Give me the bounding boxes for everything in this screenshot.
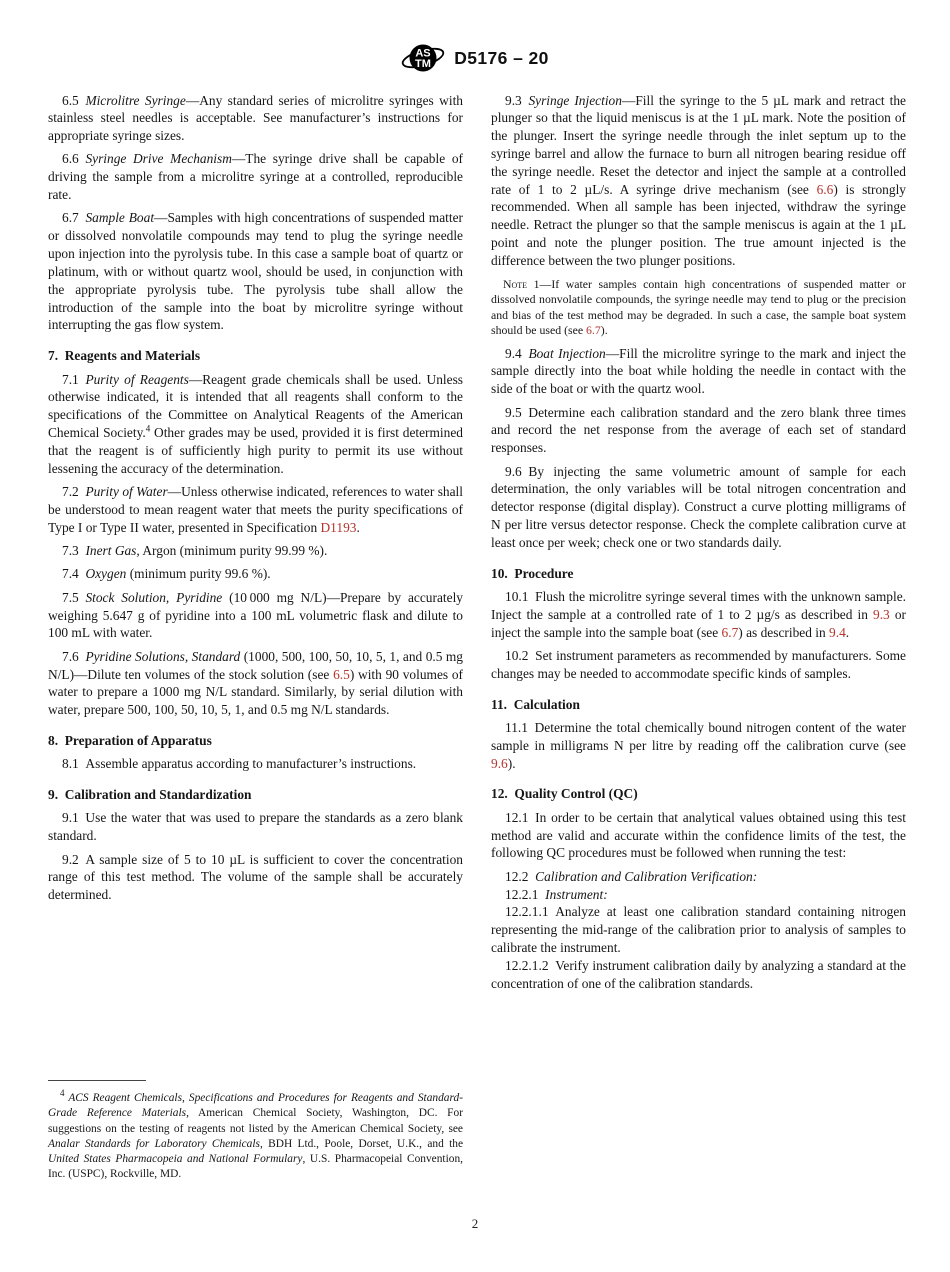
cross-reference-link[interactable]: 9.3: [873, 606, 890, 622]
text-segment: 7.3: [62, 543, 86, 559]
para-12-2-1-2: [491, 957, 906, 993]
standard-designation: D5176 – 20: [454, 47, 549, 68]
text-segment: Purity of Water: [85, 484, 168, 500]
para-12-2: [491, 868, 906, 886]
text-segment: 7.4: [62, 566, 86, 582]
text-segment: Pyridine Solutions, Standard: [85, 648, 241, 664]
text-segment: 9.4: [505, 345, 529, 361]
text-segment: —Unless otherwise indicated, references to water shall be understood to mean reagent water that meets the purity specifications of Type I or Type II water, presented in Specification: [48, 484, 463, 535]
text-segment: , BDH Ltd., Poole, Dorset, U.K., and the: [259, 1137, 463, 1150]
para-9-6: [491, 463, 906, 552]
cross-reference-link[interactable]: 9.4: [829, 624, 846, 640]
heading-12: [491, 785, 906, 803]
text-segment: Stock Solution, Pyridine: [85, 589, 223, 605]
para-9-4: [491, 345, 906, 398]
text-segment: 6.5: [62, 92, 86, 108]
text-segment: —Fill the syringe to the 5 µL mark and retract the plunger so that the liquid meniscus is at the 1 µL mark. Note the position of the plunger. Insert the syringe needle through the inlet septum up to the syringe barrel and allow the furnace to burn all nitrogen bearing residue off the syringe needle. Reset the detector and inject the sample at a controlled rate of 1 to 2 µL/s. A syringe drive mechanism (see: [491, 92, 906, 197]
text-segment: 12.2.1: [505, 886, 546, 902]
para-12-2-1: [491, 886, 906, 904]
text-segment: ).: [507, 755, 516, 771]
para-6-7: [48, 209, 463, 334]
cross-reference-link[interactable]: 6.5: [333, 666, 350, 682]
text-segment: Calibration and Calibration Verification:: [535, 868, 758, 884]
text-segment: 6.6: [62, 151, 86, 167]
para-7-5: [48, 589, 463, 642]
text-segment: 12. Quality Control (QC): [491, 786, 638, 802]
para-11-1: [491, 719, 906, 772]
text-segment: Syringe Injection: [528, 92, 622, 108]
para-9-5: [491, 404, 906, 457]
text-segment: 9.6 By injecting the same volumetric amount of sample for each determination, the only variables will be total nitrogen concentration and detector response (digital display). Construct a curve plotting milligrams of N per litre versus detector response. Check the complete calibration curve at least once per week; check one or two standards daily.: [491, 463, 906, 550]
text-segment: Microlitre Syringe: [85, 92, 186, 108]
para-12-2-1-1: [491, 903, 906, 956]
text-segment: 7.5: [62, 589, 86, 605]
text-segment: ).: [600, 323, 608, 338]
para-6-5: [48, 92, 463, 145]
text-segment: .: [356, 519, 360, 535]
text-segment: 7.1: [62, 371, 86, 387]
text-segment: —The syringe drive shall be capable of driving the sample from a microlitre syringe at a controlled, reproducible rate.: [48, 151, 463, 203]
text-segment: Note: [503, 276, 528, 291]
heading-7: [48, 347, 463, 365]
text-segment: Oxygen: [85, 566, 127, 582]
text-segment: United States Pharmacopeia and National Formulary: [48, 1153, 303, 1166]
heading-11: [491, 696, 906, 714]
left-column: [48, 86, 463, 993]
page-number: 2: [471, 1216, 479, 1231]
text-segment: 12.2.1.2 Verify instrument calibration daily by analyzing a standard at the concentration of one of the calibration standards.: [491, 957, 906, 991]
para-8-1: [48, 755, 463, 773]
para-7-3: [48, 542, 463, 560]
svg-text:TM: TM: [415, 58, 432, 70]
text-segment: Purity of Reagents: [85, 371, 189, 387]
para-10-2: [491, 647, 906, 683]
text-segment: ) is strongly recommended. When all sample has been injected, withdraw the syringe needle. Retract the plunger so that the sample meniscus is again at the 1 µL point and note the plunger position. The true amount injected is the difference between the two plunger positions.: [491, 181, 906, 268]
text-segment: 4: [145, 423, 151, 434]
footnote-divider: [48, 1080, 146, 1081]
heading-10: [491, 565, 906, 583]
svg-text:AS: AS: [415, 47, 431, 60]
note-1: [491, 277, 906, 339]
para-9-1: [48, 809, 463, 845]
text-segment: Analar Standards for Laboratory Chemicals: [48, 1137, 260, 1150]
footnote-4: [48, 1088, 464, 1183]
para-7-6: [48, 648, 463, 719]
heading-8: [48, 732, 463, 750]
text-segment: ) as described in: [738, 624, 830, 640]
text-segment: 4: [60, 1088, 65, 1099]
right-column: [491, 86, 906, 993]
text-segment: ) with 90 volumes of water to prepare a 1000 mg N/L standard. Similarly, by serial dilution with water, prepare 500, 100, 50, 10, 5, 1, and 0.5 mg N/L standards.: [48, 666, 463, 718]
text-segment: —Samples with high concentrations of suspended matter or dissolved nonvolatile compounds may tend to plug the syringe needle upon injection into the pyrolysis tube. In this case a sample boat of quartz or platinum, with or without quartz wool, should be used, in conjunction with the appropriate pyrolysis tube. The pyrolysis tube shall allow the introduction of the sample into the boat by microlitre syringe without interrupting the gas flow system.: [48, 210, 463, 333]
text-segment: 9.2 A sample size of 5 to 10 µL is sufficient to cover the concentration range of this test method. The volume of the sample shall be accurately determined.: [48, 851, 463, 903]
text-segment: Sample Boat: [85, 210, 155, 226]
para-7-2: [48, 483, 463, 536]
text-segment: 9.3: [505, 92, 529, 108]
text-segment: Other grades may be used, provided it is first determined that the reagent is of sufficiently high purity to permit its use without lessening the accuracy of the determination.: [48, 425, 463, 476]
text-segment: (1000, 500, 100, 50, 10, 5, 1, and 0.5 mg N/L)—Dilute ten volumes of the stock solution (see: [48, 648, 463, 682]
text-segment: 11.1 Determine the total chemically bound nitrogen content of the water sample in milligrams N per litre by reading off the calibration curve (see: [491, 719, 906, 753]
text-segment: 12.1 In order to be certain that analytical values obtained using this test method are valid and accurate within the confidence limits of the test, the following QC procedures must be followed when running the test:: [491, 809, 906, 861]
text-segment: 12.2.1.1 Analyze at least one calibration standard containing nitrogen representing the mid-range of the calibration prior to analysis of samples to calibrate the instrument.: [491, 904, 906, 956]
text-segment: 1—If water samples contain high concentrations of suspended matter or dissolved nonvolatile compounds, the syringe needle may tend to plug or the precision and bias of the test method may be degraded. In such a case, the sample boat system should be used (see: [491, 276, 906, 338]
page-header: [0, 40, 950, 76]
cross-reference-link[interactable]: D1193: [320, 519, 357, 535]
para-9-3: [491, 92, 906, 270]
text-segment: 12.2: [505, 868, 536, 884]
text-segment: Argon (minimum purity 99.99 %).: [139, 543, 328, 559]
text-segment: 10. Procedure: [491, 565, 574, 581]
text-segment: (minimum purity 99.6 %).: [126, 566, 271, 582]
text-segment: or inject the sample into the sample boat (see: [491, 606, 906, 640]
text-segment: 9.5 Determine each calibration standard and the zero blank three times and record the net response from the average of each set of standard responses.: [491, 404, 906, 456]
para-7-4: [48, 565, 463, 583]
para-12-1: [491, 809, 906, 862]
text-segment: —Any standard series of microlitre syringes with stainless steel needles is acceptable. See manufacturer’s instructions for appropriate syringe sizes.: [48, 92, 463, 144]
text-segment: , U.S. Pharmacopeial Convention, Inc. (USPC), Rockville, MD.: [48, 1153, 464, 1181]
text-segment: Syringe Drive Mechanism: [85, 151, 232, 167]
astm-logo-icon: [401, 40, 445, 76]
text-segment: 10.2 Set instrument parameters as recommended by manufacturers. Some changes may be needed to accommodate specific kinds of samples.: [491, 647, 906, 681]
text-segment: 8.1 Assemble apparatus according to manufacturer’s instructions.: [62, 756, 417, 772]
text-segment: 9.1 Use the water that was used to prepare the standards as a zero blank standard.: [48, 810, 463, 844]
text-segment: 7.2: [62, 484, 86, 500]
text-segment: 7. Reagents and Materials: [48, 348, 201, 364]
cross-reference-link[interactable]: 6.7: [721, 624, 739, 640]
cross-reference-link[interactable]: 6.7: [586, 323, 601, 338]
text-segment: Instrument:: [545, 886, 608, 902]
text-segment: 10.1 Flush the microlitre syringe several times with the unknown sample. Inject the sample at a controlled rate of 1 to 2 µg/s as described in: [491, 588, 906, 622]
document-body: [48, 86, 906, 993]
text-segment: Inert Gas,: [85, 543, 140, 559]
cross-reference-link[interactable]: 6.6: [816, 181, 834, 197]
para-7-1: [48, 371, 463, 478]
cross-reference-link[interactable]: 9.6: [491, 755, 508, 771]
text-segment: 8. Preparation of Apparatus: [48, 733, 212, 748]
footnote-area: [48, 1080, 463, 1183]
footnote-text-container: [48, 1088, 464, 1183]
text-segment: (10 000 mg N/L)—Prepare by accurately weighing 5.647 g of pyridine into a 100 mL volumetric flask and dilute to 100 mL with water.: [48, 589, 463, 641]
text-segment: —Fill the microlitre syringe to the mark and inject the sample directly into the boat while holding the needle in contact with the side of the boat or with the quartz wool.: [491, 345, 906, 397]
text-segment: Boat Injection: [528, 345, 606, 361]
text-segment: , American Chemical Society, Washington, DC. For suggestions on the testing of reagents not listed by the American Chemical Society, see: [48, 1107, 464, 1135]
para-9-2: [48, 851, 463, 904]
text-segment: 7.6: [62, 648, 86, 664]
text-segment: 6.7: [62, 210, 86, 226]
text-segment: 11. Calculation: [491, 696, 580, 712]
text-segment: 9. Calibration and Standardization: [48, 787, 252, 803]
text-segment: .: [845, 624, 850, 640]
text-segment: —Reagent grade chemicals shall be used. Unless otherwise indicated, it is intended that all reagents shall conform to the specifications of the Committee on Analytical Reagents of the American Chemical Society.: [48, 371, 463, 441]
para-6-6: [48, 150, 463, 203]
text-segment: ACS Reagent Chemicals, Specifications and Procedures for Reagents and Standard-Grade Reference Materials: [48, 1092, 463, 1120]
heading-9: [48, 786, 463, 804]
para-10-1: [491, 588, 906, 641]
